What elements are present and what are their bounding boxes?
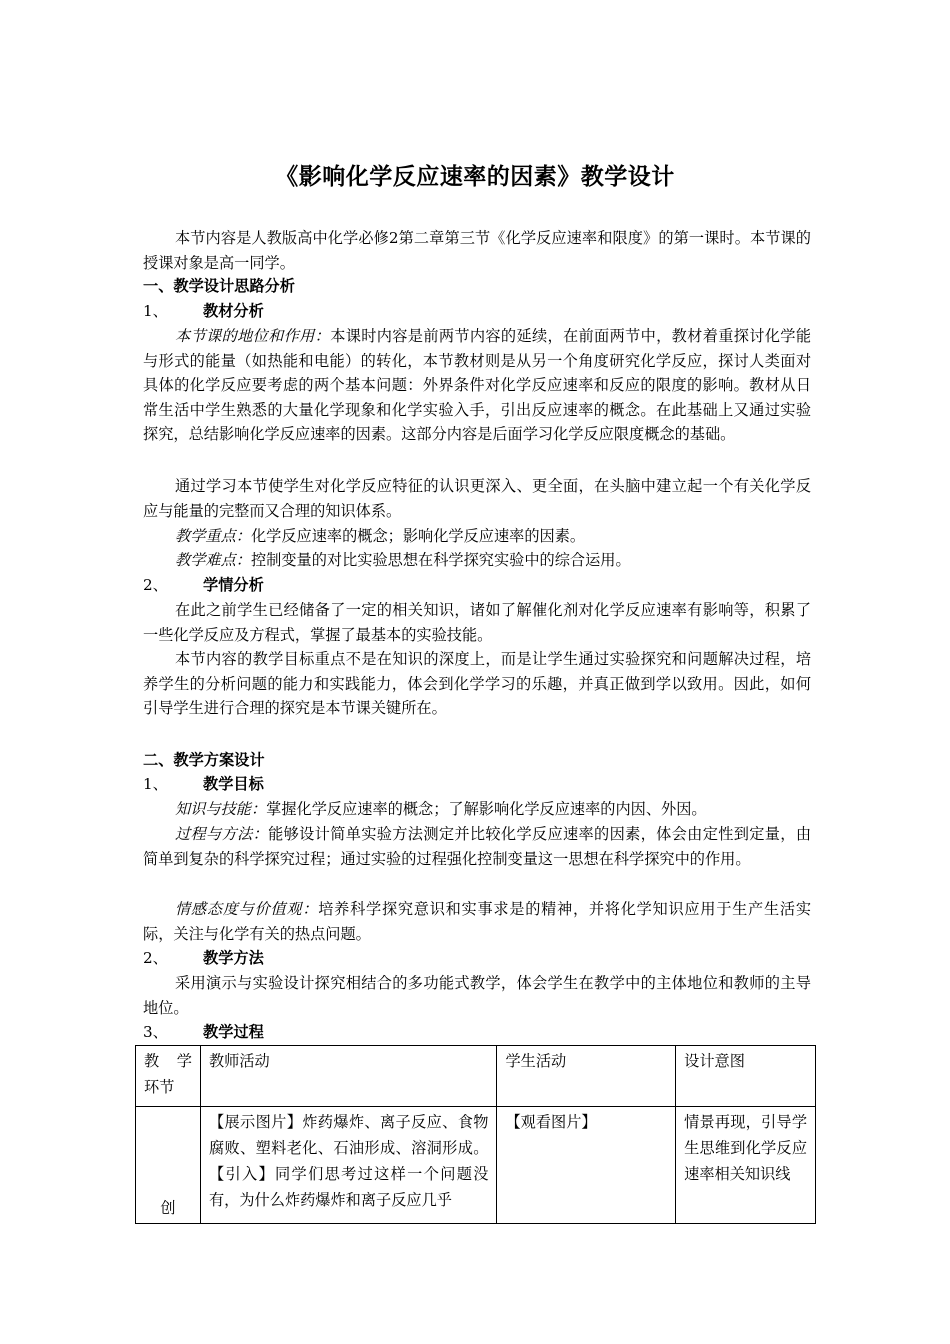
intro-paragraph: 本节内容是人教版高中化学必修2第二章第三节《化学反应速率和限度》的第一课时。本节课的授课对象是高一同学。 xyxy=(143,229,811,272)
role-text: 本课时内容是前两节内容的延续，在前面两节中，教材着重探讨化学能与形式的能量（如热能和电能）的转化，本节教材则是从另一个角度研究化学反应，探讨人类面对具体的化学反应要考虑的两个基本问题：外界条件对化学反应速率和反应的限度的影响。教材从日常生活中学生熟悉的大量化学现象和化学实验入手，引出反应速率的概念。在此基础上又通过实验探究，总结影响化学反应速率的因素。这部分内容是后面学习化学反应限度概念的基础。 xyxy=(143,327,812,444)
section2-sub2-number: 2、 xyxy=(143,949,168,967)
section2-sub3-title: 教学过程 xyxy=(203,1023,264,1041)
header-design-intent: 设计意图 xyxy=(676,1046,816,1107)
goal-process-text: 能够设计简单实验方法测定并比较化学反应速率的因素，体会由定性到定量，由简单到复杂的科学探究过程；通过实验的过程强化控制变量这一思想在科学探究中的作用。 xyxy=(143,825,812,868)
key-point-label: 教学重点： xyxy=(175,527,251,545)
goal-attitude-paragraph xyxy=(143,897,811,946)
difficulty-label: 教学难点： xyxy=(175,551,251,569)
section1-heading: 一、教学设计思路分析 xyxy=(143,277,295,295)
goal-process-label: 过程与方法： xyxy=(175,825,269,843)
stage-cell xyxy=(136,1107,201,1224)
difficulty-paragraph xyxy=(143,548,811,573)
section2-sub3-number: 3、 xyxy=(143,1023,168,1041)
key-point-text: 化学反应速率的概念；影响化学反应速率的因素。 xyxy=(250,527,586,545)
section1-sub1-number: 1、 xyxy=(143,302,168,320)
student-activity-cell: 【观看图片】 xyxy=(497,1107,676,1224)
header-stage: 教 学环节 xyxy=(136,1046,201,1107)
goal-attitude-text: 培养科学探究意识和实事求是的精神，并将化学知识应用于生产生活实际，关注与化学有关的热点问题。 xyxy=(143,900,812,943)
section1-sub2-number: 2、 xyxy=(143,576,168,594)
table-header-row xyxy=(136,1046,816,1107)
section1-sub2-title: 学情分析 xyxy=(203,576,264,594)
role-label: 本节课的地位和作用： xyxy=(175,327,331,345)
section2-sub1-heading xyxy=(143,772,264,796)
document-title: 《影响化学反应速率的因素》教学设计 xyxy=(275,163,675,190)
key-point-paragraph xyxy=(143,524,811,549)
goal-process-paragraph xyxy=(143,822,811,871)
goal-knowledge-label: 知识与技能： xyxy=(175,800,267,818)
goal-knowledge-paragraph xyxy=(143,797,811,822)
teaching-process-table xyxy=(135,1045,816,1224)
stage-text: 创 xyxy=(160,1199,176,1217)
section2-sub3-heading xyxy=(143,1020,264,1044)
section2-sub1-number: 1、 xyxy=(143,775,168,793)
header-teacher-activity: 教师活动 xyxy=(200,1046,496,1107)
section1-sub1-title: 教材分析 xyxy=(203,302,264,320)
design-intent-cell: 情景再现，引导学生思维到化学反应速率相关知识线 xyxy=(676,1107,816,1224)
section1-sub2-heading xyxy=(143,573,264,597)
teacher-activity-cell: 【展示图片】炸药爆炸、离子反应、食物腐败、塑料老化、石油形成、溶洞形成。【引入】同学们思考过这样一个问题没有，为什么炸药爆炸和离子反应几乎 xyxy=(200,1107,496,1224)
student-analysis-paragraph-2: 本节内容的教学目标重点不是在知识的深度上，而是让学生通过实验探究和问题解决过程，培养学生的分析问题的能力和实践能力，体会到化学学习的乐趣，并真正做到学以致用。因此，如何引导学生进行合理的探究是本节课关键所在。 xyxy=(143,650,811,718)
section1-sub1-heading xyxy=(143,299,264,323)
header-student-activity: 学生活动 xyxy=(497,1046,676,1107)
goal-knowledge-text: 掌握化学反应速率的概念；了解影响化学反应速率的内因、外因。 xyxy=(266,800,707,818)
method-paragraph: 采用演示与实验设计探究相结合的多功能式教学，体会学生在教学中的主体地位和教师的主导地位。 xyxy=(143,974,811,1017)
section2-sub2-heading xyxy=(143,946,264,970)
section2-sub1-title: 教学目标 xyxy=(203,775,264,793)
knowledge-system-paragraph: 通过学习本节使学生对化学反应特征的认识更深入、更全面，在头脑中建立起一个有关化学反应与能量的完整而又合理的知识体系。 xyxy=(143,477,811,520)
role-paragraph xyxy=(143,324,811,447)
section2-heading: 二、教学方案设计 xyxy=(143,751,265,769)
difficulty-text: 控制变量的对比实验思想在科学探究实验中的综合运用。 xyxy=(250,551,631,569)
student-analysis-paragraph-1: 在此之前学生已经储备了一定的相关知识，诸如了解催化剂对化学反应速率有影响等，积累了一些化学反应及方程式，掌握了最基本的实验技能。 xyxy=(143,601,811,644)
section2-sub2-title: 教学方法 xyxy=(203,949,264,967)
goal-attitude-label: 情感态度与价值观： xyxy=(175,900,319,918)
table-row xyxy=(136,1107,816,1224)
